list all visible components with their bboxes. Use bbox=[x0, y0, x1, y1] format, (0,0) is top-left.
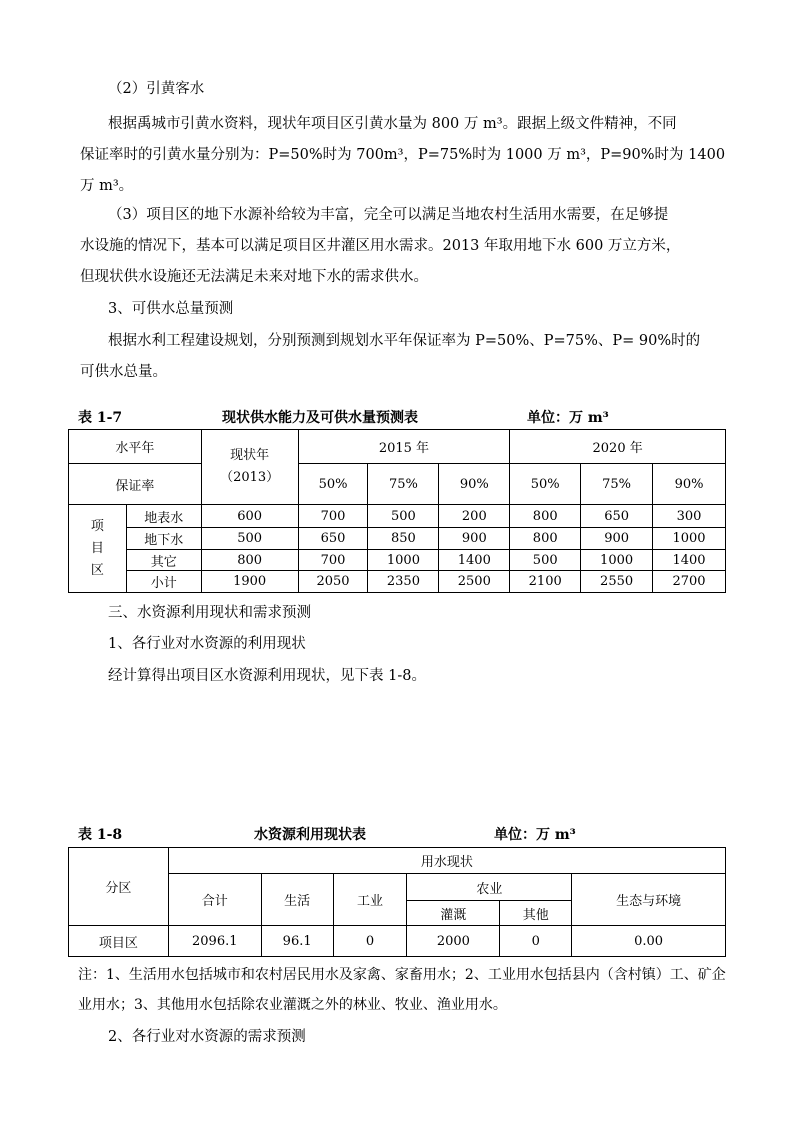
table-title: 水资源利用现状表 bbox=[254, 827, 366, 843]
header-current-year-paren: （2013） bbox=[220, 470, 280, 485]
table-cell: 0.00 bbox=[572, 926, 726, 957]
row-label: 地下水 bbox=[126, 528, 201, 550]
group-label bbox=[69, 505, 127, 593]
header-pct: 50% bbox=[510, 464, 581, 505]
table-number: 表 1-7 bbox=[78, 410, 123, 426]
table-number: 表 1-8 bbox=[78, 827, 123, 843]
paragraph-line: 但现状供水设施还无法满足未来对地下水的需求供水。 bbox=[80, 269, 428, 285]
table-cell: 1900 bbox=[201, 571, 298, 593]
header-current-year bbox=[201, 430, 298, 505]
row-label: 项目区 bbox=[69, 926, 169, 957]
table-title: 现状供水能力及可供水量预测表 bbox=[222, 410, 418, 426]
group-label-char: 区 bbox=[90, 562, 104, 578]
table-cell: 1400 bbox=[653, 550, 726, 571]
paragraph-line: 万 m³。 bbox=[80, 178, 134, 194]
table-cell: 500 bbox=[201, 528, 298, 550]
table-cell: 200 bbox=[439, 505, 510, 528]
paragraph-line: （3）项目区的地下水源补给较为丰富，完全可以满足当地农村生活用水需要，在足够提 bbox=[108, 207, 669, 223]
header-pct: 90% bbox=[653, 464, 726, 505]
table-cell: 500 bbox=[368, 505, 439, 528]
header-current-year-label: 现状年 bbox=[230, 448, 270, 463]
table-cell: 650 bbox=[581, 505, 653, 528]
row-label: 地表水 bbox=[126, 505, 201, 528]
table-cell: 2350 bbox=[368, 571, 439, 593]
table-cell: 800 bbox=[201, 550, 298, 571]
table-unit: 单位：万 m³ bbox=[494, 827, 576, 843]
table-cell: 2500 bbox=[439, 571, 510, 593]
paragraph-line: 保证率时的引黄水量分别为：P=50%时为 700m³，P=75%时为 1000 万 m³，P=90%时为 1400 bbox=[80, 147, 726, 163]
header-ecology: 生态与环境 bbox=[572, 874, 726, 926]
table-cell: 900 bbox=[439, 528, 510, 550]
section-subheading: 2、各行业对水资源的需求预测 bbox=[108, 1029, 306, 1045]
header-guarantee: 保证率 bbox=[69, 464, 202, 505]
header-water-use: 用水现状 bbox=[168, 848, 725, 874]
header-year-2015: 2015 年 bbox=[298, 430, 510, 464]
group-label-char: 目 bbox=[90, 540, 104, 556]
paragraph-line: 水设施的情况下，基本可以满足项目区井灌区用水需求。2013 年取用地下水 600 万立方米， bbox=[80, 238, 681, 254]
paragraph-line: 根据禹城市引黄水资料，现状年项目区引黄水量为 800 万 m³。跟据上级文件精神，不同 bbox=[108, 116, 677, 132]
row-label: 小计 bbox=[126, 571, 201, 593]
table-cell: 1000 bbox=[368, 550, 439, 571]
table-cell: 500 bbox=[510, 550, 581, 571]
section-subheading: 1、各行业对水资源的利用现状 bbox=[108, 636, 306, 652]
table-cell: 96.1 bbox=[261, 926, 333, 957]
header-irrigation: 灌溉 bbox=[407, 901, 500, 926]
table-cell: 700 bbox=[298, 550, 368, 571]
table-note-line: 业用水；3、其他用水包括除农业灌溉之外的林业、牧业、渔业用水。 bbox=[78, 997, 507, 1013]
table-cell: 0 bbox=[333, 926, 407, 957]
table-cell: 2700 bbox=[653, 571, 726, 593]
section-heading: 三、水资源利用现状和需求预测 bbox=[108, 605, 311, 621]
table-cell: 2000 bbox=[407, 926, 500, 957]
header-agriculture: 农业 bbox=[407, 874, 572, 901]
table-cell: 2550 bbox=[581, 571, 653, 593]
table-cell: 800 bbox=[510, 528, 581, 550]
header-pct: 50% bbox=[298, 464, 368, 505]
table-cell: 700 bbox=[298, 505, 368, 528]
table-cell: 1400 bbox=[439, 550, 510, 571]
header-total: 合计 bbox=[168, 874, 261, 926]
table-cell: 2050 bbox=[298, 571, 368, 593]
header-pct: 75% bbox=[581, 464, 653, 505]
section-heading-3: 3、可供水总量预测 bbox=[108, 301, 234, 317]
group-label-char: 项 bbox=[90, 518, 104, 534]
supply-capacity-table bbox=[68, 429, 726, 593]
header-pct: 75% bbox=[368, 464, 439, 505]
paragraph-line: 可供水总量。 bbox=[80, 364, 167, 380]
paragraph-line: 经计算得出项目区水资源利用现状，见下表 1-8。 bbox=[108, 668, 426, 684]
table-note-line: 注：1、生活用水包括城市和农村居民用水及家禽、家畜用水；2、工业用水包括县内（含村镇）工、矿企 bbox=[78, 967, 726, 983]
table-cell: 2096.1 bbox=[168, 926, 261, 957]
table-cell: 650 bbox=[298, 528, 368, 550]
header-year-2020: 2020 年 bbox=[510, 430, 726, 464]
table-cell: 600 bbox=[201, 505, 298, 528]
table-cell: 1000 bbox=[581, 550, 653, 571]
header-other: 其他 bbox=[500, 901, 572, 926]
section-heading-2: （2）引黄客水 bbox=[108, 81, 205, 97]
row-label: 其它 bbox=[126, 550, 201, 571]
header-life: 生活 bbox=[261, 874, 333, 926]
table-unit: 单位：万 m³ bbox=[527, 410, 609, 426]
table-cell: 2100 bbox=[510, 571, 581, 593]
table-cell: 800 bbox=[510, 505, 581, 528]
table-cell: 850 bbox=[368, 528, 439, 550]
table-cell: 300 bbox=[653, 505, 726, 528]
table-cell: 1000 bbox=[653, 528, 726, 550]
water-use-table bbox=[68, 847, 726, 957]
table-cell: 0 bbox=[500, 926, 572, 957]
paragraph-line: 根据水利工程建设规划，分别预测到规划水平年保证率为 P=50%、P=75%、P= 90%时的 bbox=[108, 333, 701, 349]
header-industry: 工业 bbox=[333, 874, 407, 926]
header-pct: 90% bbox=[439, 464, 510, 505]
table-cell: 900 bbox=[581, 528, 653, 550]
header-level: 水平年 bbox=[69, 430, 202, 464]
header-area: 分区 bbox=[69, 848, 169, 926]
